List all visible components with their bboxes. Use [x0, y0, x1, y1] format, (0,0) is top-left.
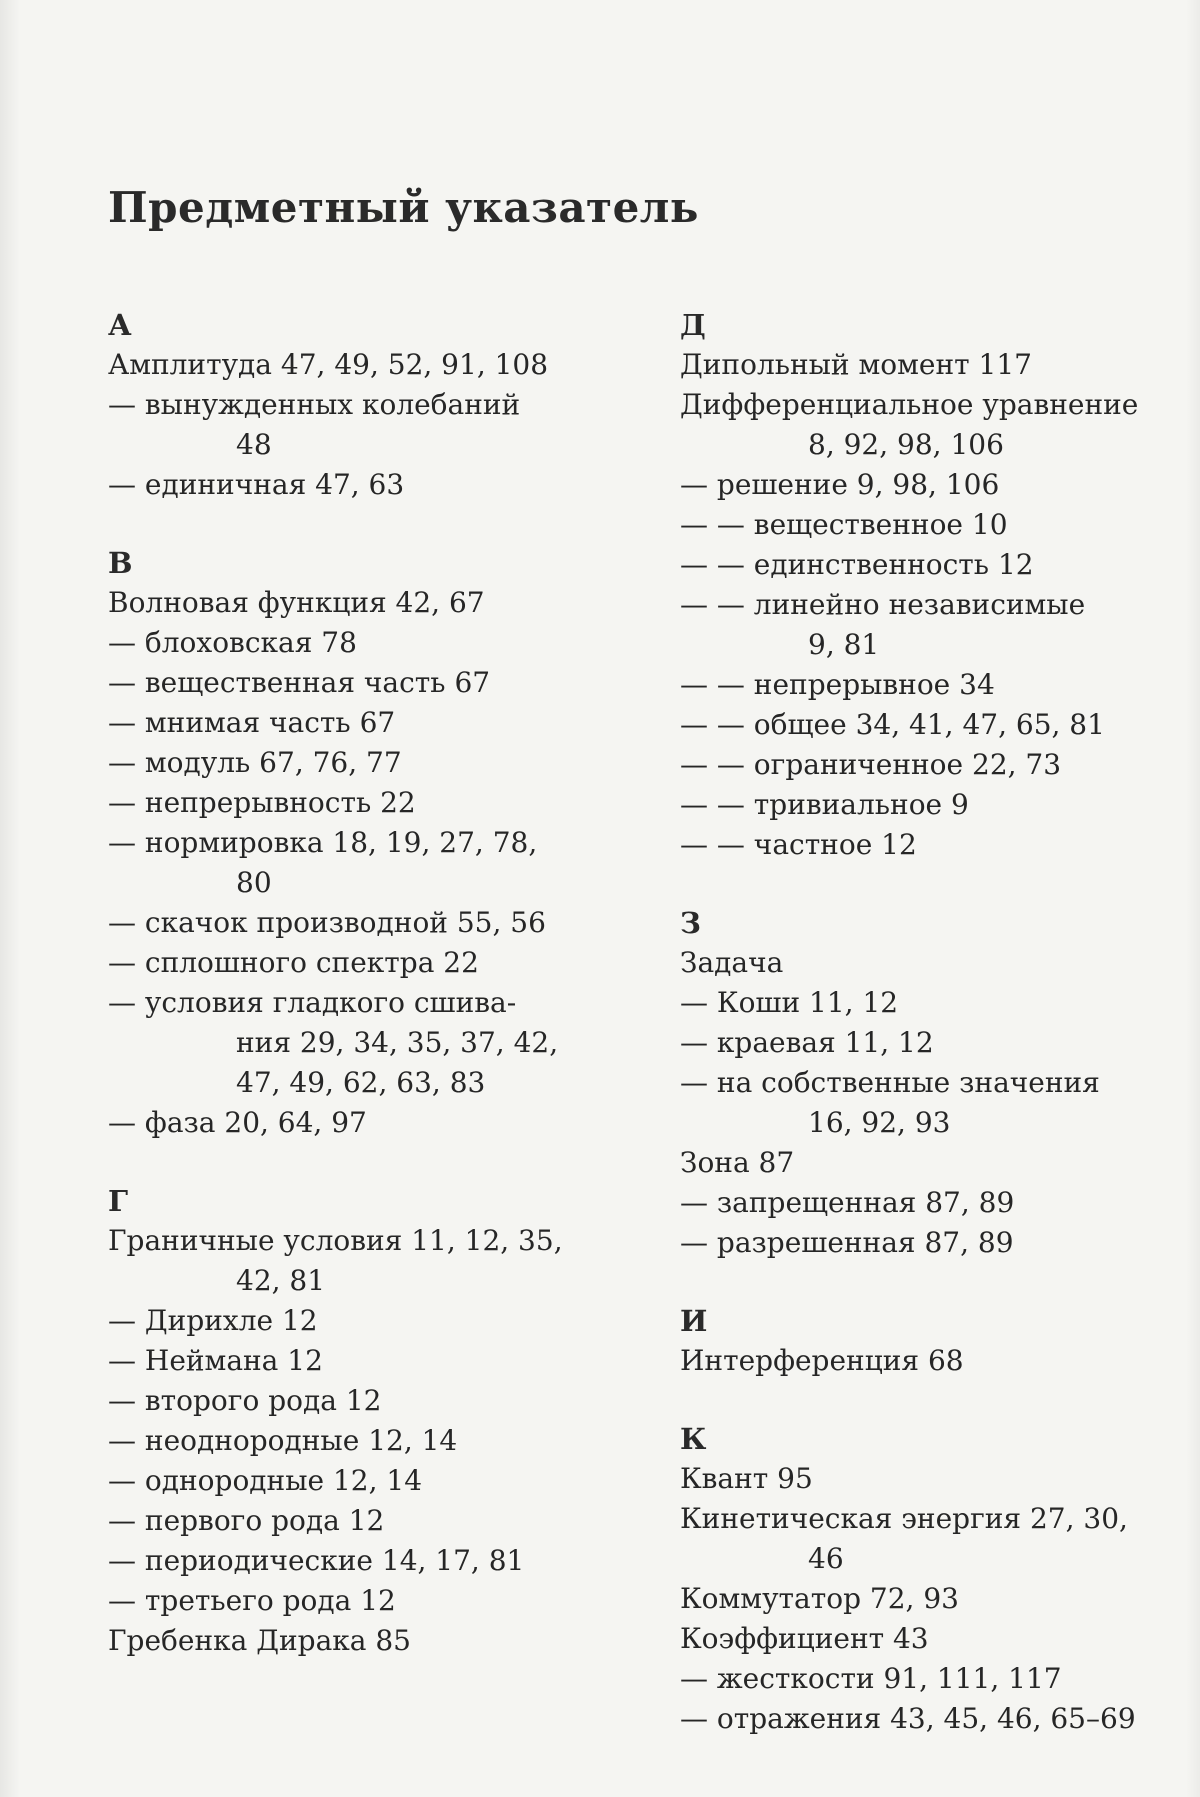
index-entry: — условия гладкого сшива-	[108, 986, 517, 1019]
index-entry: Задача	[680, 946, 784, 979]
page-title: Предметный указатель	[108, 183, 699, 232]
index-section	[680, 305, 1150, 865]
index-entry: — блоховская 78	[108, 626, 357, 659]
index-entry: Граничные условия 11, 12, 35,	[108, 1224, 563, 1257]
index-entry-continuation: 48	[236, 428, 272, 461]
index-entry: — третьего рода 12	[108, 1584, 396, 1617]
index-entry: — разрешенная 87, 89	[680, 1226, 1014, 1259]
index-entry-continuation: 80	[236, 866, 272, 899]
index-entry: — Неймана 12	[108, 1344, 323, 1377]
index-entry: — — ограниченное 22, 73	[680, 748, 1062, 781]
index-entry: — мнимая часть 67	[108, 706, 396, 739]
index-entry: — — единственность 12	[680, 548, 1034, 581]
index-entry: Коммутатор 72, 93	[680, 1582, 959, 1615]
section-letter: Г	[108, 1184, 129, 1218]
index-entry: — вынужденных колебаний	[108, 388, 521, 421]
index-entry: Гребенка Дирака 85	[108, 1624, 411, 1657]
index-entry: — второго рода 12	[108, 1384, 382, 1417]
index-entry: — первого рода 12	[108, 1504, 385, 1537]
index-entry: Дипольный момент 117	[680, 348, 1032, 381]
index-entry: — Коши 11, 12	[680, 986, 899, 1019]
section-letter: З	[680, 906, 701, 940]
index-entry: Кинетическая энергия 27, 30,	[680, 1502, 1128, 1535]
index-entry-continuation: 42, 81	[236, 1264, 326, 1297]
index-entry: — Дирихле 12	[108, 1304, 318, 1337]
index-entry: Амплитуда 47, 49, 52, 91, 108	[108, 348, 549, 381]
section-letter: В	[108, 546, 133, 580]
index-entry: — непрерывность 22	[108, 786, 416, 819]
index-entry: Коэффициент 43	[680, 1622, 929, 1655]
index-entry-continuation: ния 29, 34, 35, 37, 42,	[236, 1026, 559, 1059]
index-entry-continuation: 47, 49, 62, 63, 83	[236, 1066, 486, 1099]
index-section	[680, 903, 1150, 1263]
index-entry: Волновая функция 42, 67	[108, 586, 485, 619]
index-section	[680, 1301, 1150, 1381]
index-entry: — отражения 43, 45, 46, 65–69	[680, 1702, 1136, 1735]
index-entry: Зона 87	[680, 1146, 795, 1179]
index-entry: — модуль 67, 76, 77	[108, 746, 402, 779]
section-letter: Д	[680, 308, 706, 342]
index-entry: — скачок производной 55, 56	[108, 906, 546, 939]
index-entry: — неоднородные 12, 14	[108, 1424, 458, 1457]
index-entry: — — тривиальное 9	[680, 788, 969, 821]
index-section	[680, 1419, 1150, 1739]
index-entry: — — частное 12	[680, 828, 917, 861]
index-entry-continuation: 8, 92, 98, 106	[808, 428, 1004, 461]
index-entry: — однородные 12, 14	[108, 1464, 423, 1497]
index-section	[108, 1181, 578, 1661]
index-column-left	[108, 305, 578, 1661]
index-entry-continuation: 9, 81	[808, 628, 880, 661]
index-entry-continuation: 16, 92, 93	[808, 1106, 951, 1139]
index-entry: — жесткости 91, 111, 117	[680, 1662, 1062, 1695]
index-entry: Дифференциальное уравнение	[680, 388, 1139, 421]
index-column-right	[680, 305, 1150, 1739]
index-entry: Интерференция 68	[680, 1344, 964, 1377]
index-entry: — — непрерывное 34	[680, 668, 995, 701]
index-entry: — запрещенная 87, 89	[680, 1186, 1015, 1219]
index-entry: — единичная 47, 63	[108, 468, 405, 501]
index-entry: — — линейно независимые	[680, 588, 1086, 621]
index-entry: — нормировка 18, 19, 27, 78,	[108, 826, 538, 859]
section-letter: К	[680, 1422, 707, 1456]
index-entry: — — общее 34, 41, 47, 65, 81	[680, 708, 1105, 741]
index-entry: — решение 9, 98, 106	[680, 468, 1000, 501]
index-entry: — на собственные значения	[680, 1066, 1100, 1099]
index-entry: — периодические 14, 17, 81	[108, 1544, 525, 1577]
index-entry: — сплошного спектра 22	[108, 946, 479, 979]
index-entry: — краевая 11, 12	[680, 1026, 934, 1059]
index-entry: — фаза 20, 64, 97	[108, 1106, 367, 1139]
index-section	[108, 305, 578, 505]
index-entry: — вещественная часть 67	[108, 666, 491, 699]
index-section	[108, 543, 578, 1143]
index-entry: Квант 95	[680, 1462, 813, 1495]
index-entry-continuation: 46	[808, 1542, 844, 1575]
section-letter: И	[680, 1304, 708, 1338]
section-letter: А	[108, 308, 132, 342]
index-entry: — — вещественное 10	[680, 508, 1008, 541]
